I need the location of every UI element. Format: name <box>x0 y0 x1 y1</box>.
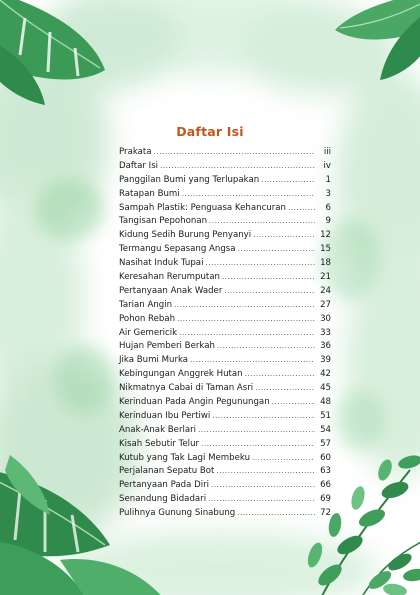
toc-dot-leader <box>154 146 315 160</box>
toc-page-number: 54 <box>320 424 331 435</box>
toc-dot-leader <box>222 271 315 285</box>
toc-entry-title: Termangu Sepasang Angsa <box>119 244 236 255</box>
toc-dot-leader <box>216 465 315 479</box>
toc-entry[interactable] <box>119 202 331 216</box>
toc-entry-title: Perjalanan Sepatu Bot <box>119 466 215 477</box>
toc-entry-title: Air Gemericik <box>119 327 178 338</box>
toc-dot-leader <box>261 174 315 188</box>
toc-page-number: 42 <box>320 369 331 380</box>
toc-page-number: 12 <box>320 230 331 241</box>
toc-entry-title: Tangisan Pepohonan <box>119 216 208 227</box>
toc-entry-title: Pertanyaan Pada Diri <box>119 480 210 491</box>
toc-entry[interactable] <box>119 215 331 229</box>
toc-entry[interactable] <box>119 299 331 313</box>
toc-page-number: 15 <box>320 244 331 255</box>
toc-page-number: 72 <box>320 508 331 519</box>
toc-entry-title: Ratapan Bumi <box>119 188 180 199</box>
toc-entry[interactable] <box>119 174 331 188</box>
toc-page-number: 27 <box>320 299 331 310</box>
toc-entry-title: Kidung Sedih Burung Penyanyi <box>119 230 252 241</box>
toc-page-number: 21 <box>320 272 331 283</box>
toc-entry[interactable] <box>119 424 331 438</box>
toc-entry[interactable] <box>119 229 331 243</box>
toc-dot-leader <box>237 507 315 521</box>
toc-entry-title: Keresahan Rerumputan <box>119 272 220 283</box>
toc-dot-leader <box>201 438 315 452</box>
table-of-contents <box>119 146 331 521</box>
toc-entry-title: Kebingungan Anggrek Hutan <box>119 369 243 380</box>
toc-page-number: 57 <box>320 438 331 449</box>
toc-page-number: 39 <box>320 355 331 366</box>
toc-dot-leader <box>198 424 315 438</box>
toc-entry[interactable] <box>119 313 331 327</box>
toc-entry[interactable] <box>119 354 331 368</box>
toc-entry[interactable] <box>119 188 331 202</box>
toc-page-number: 45 <box>320 383 331 394</box>
toc-entry[interactable] <box>119 507 331 521</box>
toc-page-number: 1 <box>325 174 331 185</box>
toc-dot-leader <box>205 257 315 271</box>
toc-entry-title: Kerinduan Ibu Pertiwi <box>119 410 211 421</box>
toc-dot-leader <box>238 243 315 257</box>
toc-entry-title: Sampah Plastik: Penguasa Kehancuran <box>119 202 286 213</box>
toc-entry-title: Nasihat Induk Tupai <box>119 258 204 269</box>
toc-dot-leader <box>208 493 315 507</box>
toc-page-number: 6 <box>325 202 331 213</box>
toc-page-number: 33 <box>320 327 331 338</box>
toc-entry-title: Kerinduan Pada Angin Pegunungan <box>119 397 270 408</box>
toc-entry-title: Prakata <box>119 147 152 157</box>
toc-dot-leader <box>245 368 315 382</box>
toc-page-number: iv <box>323 160 331 171</box>
toc-dot-leader <box>209 215 315 229</box>
toc-entry[interactable] <box>119 271 331 285</box>
toc-page-number: 51 <box>320 410 331 421</box>
toc-entry-title: Kisah Sebutir Telur <box>119 438 200 449</box>
toc-page-number: 30 <box>320 313 331 324</box>
toc-page-number: 60 <box>320 452 331 463</box>
toc-entry-title: Jika Bumi Murka <box>119 355 189 366</box>
toc-page-number: 18 <box>320 258 331 269</box>
toc-entry[interactable] <box>119 285 331 299</box>
toc-entry[interactable] <box>119 479 331 493</box>
toc-dot-leader <box>177 313 315 327</box>
toc-entry-title: Pulihnya Gunung Sinabung <box>119 508 236 519</box>
toc-entry-title: Pohon Rebah <box>119 313 176 324</box>
toc-page-number: 24 <box>320 285 331 296</box>
toc-dot-leader <box>212 410 315 424</box>
toc-entry[interactable] <box>119 146 331 160</box>
toc-entry[interactable] <box>119 257 331 271</box>
toc-entry[interactable] <box>119 465 331 479</box>
toc-dot-leader <box>224 285 315 299</box>
toc-entry-title: Anak-Anak Berlari <box>119 424 197 435</box>
page-title: Daftar Isi <box>176 124 244 140</box>
toc-page-number: iii <box>323 147 331 157</box>
toc-dot-leader <box>217 340 315 354</box>
toc-entry[interactable] <box>119 160 331 174</box>
toc-entry[interactable] <box>119 243 331 257</box>
toc-entry[interactable] <box>119 396 331 410</box>
toc-entry-title: Hujan Pemberi Berkah <box>119 341 215 352</box>
toc-entry[interactable] <box>119 493 331 507</box>
toc-dot-leader <box>252 452 315 466</box>
toc-dot-leader <box>182 188 315 202</box>
toc-entry-title: Daftar Isi <box>119 160 159 171</box>
toc-entry[interactable] <box>119 410 331 424</box>
toc-entry-title: Panggilan Bumi yang Terlupakan <box>119 174 260 185</box>
toc-dot-leader <box>211 479 315 493</box>
toc-entry-title: Tarian Angin <box>119 299 173 310</box>
toc-entry[interactable] <box>119 327 331 341</box>
toc-entry[interactable] <box>119 438 331 452</box>
toc-dot-leader <box>190 354 315 368</box>
toc-entry-title: Senandung Bidadari <box>119 494 207 505</box>
toc-entry[interactable] <box>119 340 331 354</box>
toc-page-number: 66 <box>320 480 331 491</box>
toc-dot-leader <box>272 396 315 410</box>
toc-dot-leader <box>255 382 315 396</box>
toc-page-number: 48 <box>320 397 331 408</box>
toc-entry[interactable] <box>119 452 331 466</box>
toc-page-number: 3 <box>325 188 331 199</box>
toc-dot-leader <box>174 299 315 313</box>
toc-entry-title: Nikmatnya Cabai di Taman Asri <box>119 383 254 394</box>
toc-page-number: 36 <box>320 341 331 352</box>
toc-dot-leader <box>253 229 315 243</box>
toc-dot-leader <box>288 202 315 216</box>
toc-dot-leader <box>160 160 315 174</box>
toc-entry[interactable] <box>119 368 331 382</box>
toc-page-number: 63 <box>320 466 331 477</box>
toc-dot-leader <box>179 327 315 341</box>
toc-entry-title: Kutub yang Tak Lagi Membeku <box>119 452 251 463</box>
toc-page-number: 9 <box>325 216 331 227</box>
toc-entry-title: Pertanyaan Anak Wader <box>119 285 223 296</box>
toc-entry[interactable] <box>119 382 331 396</box>
toc-page-number: 69 <box>320 494 331 505</box>
